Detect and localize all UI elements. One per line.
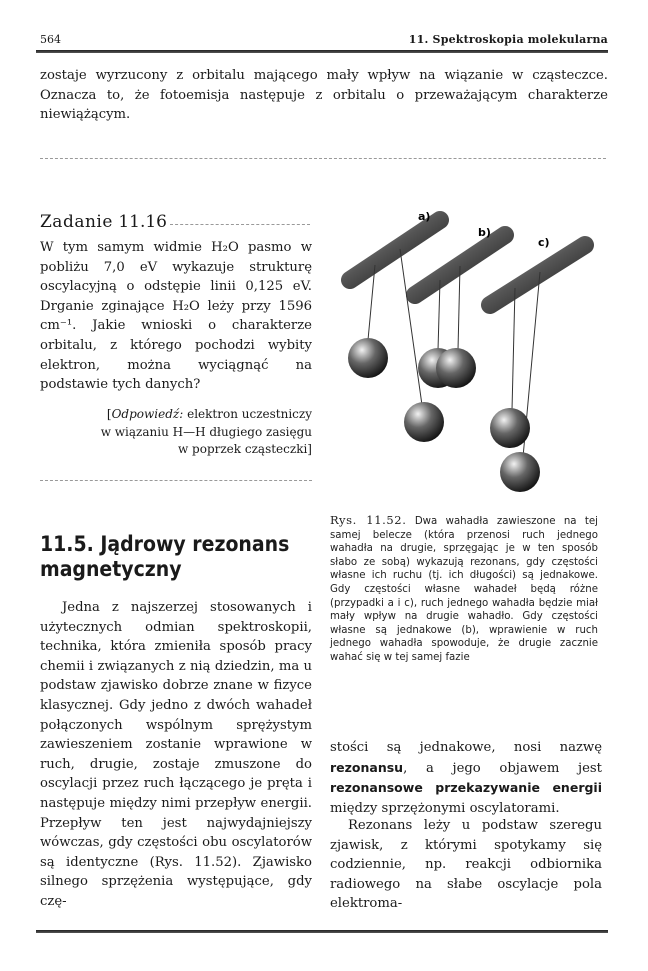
- exercise-title-rule: [170, 224, 310, 225]
- bob-b2: [436, 348, 476, 388]
- string-b1: [438, 280, 440, 350]
- section-right-text-2: Rezonans leży u podstaw szeregu zjawisk, z którymi spotykamy się codziennie, np. reakcji odbiornika radiowego na słabe oscylacje pola elektroma-: [330, 818, 602, 912]
- page-number: 564: [40, 33, 61, 46]
- exercise-number: 11.16: [118, 212, 167, 232]
- exercise-label: Zadanie: [40, 212, 113, 232]
- answer-line-2: w wiązaniu H—H długiego zasięgu: [100, 424, 312, 439]
- rod-a: [350, 220, 440, 280]
- section-title: [40, 532, 312, 582]
- section-left-text: Jedna z najszerzej stosowanych i użytecznych odmian spektroskopii, technika, która zmieniła sposób pracy chemii i związanych z nią dziedzin, ma u podstaw zjawisko dobrze znane w fizyce klasycznej. Gdy jedno z dwóch wahadeł połączonych wspólnym sprężystym zawieszeniem zostanie wprawione w ruch, drugie, zostaje zmuszone do oscylacji przez ruch łączącego je pręta i następuje między nimi przepływ energii. Przepływ ten jest najwydajniejszy wówczas, gdy częstości obu oscylatorów są identyczne (Rys. 11.52). Zjawisko silnego sprzężenia występujące, gdy czę-: [40, 600, 312, 909]
- bob-a1: [348, 338, 388, 378]
- right-text-start: stości są jednakowe, nosi nazwę: [330, 740, 602, 755]
- chapter-title: 11. Spektroskopia molekularna: [408, 33, 608, 46]
- section-number: 11.5.: [40, 532, 94, 556]
- caption-text: Dwa wahadła zawieszone na tej samej belecze (która przenosi ruch jednego wahadła na drugie, sprzęgając je w ten sposób słabo ze sobą) wykazują rezonans, gdy częstości własne ich ruchu (tj. ich długości) są jednakowe. Gdy częstości własne wahadeł będą różne (przypadki a i c), ruch jednego wahadła będzie miał mały wpływ na drugie wahadło. Gdy częstości własne są jednakowe (b), wprawienie w ruch jednego wahadła spowoduje, że drugie zacznie wahać się w tej samej fazie: [330, 516, 598, 663]
- header-rule: [36, 50, 608, 53]
- footer-rule: [36, 930, 608, 933]
- keyword-rezonans: rezonansu: [330, 759, 404, 775]
- string-b2: [458, 266, 460, 350]
- divider-exercise-bottom: [40, 480, 312, 481]
- exercise-answer: [40, 406, 312, 459]
- bob-a2: [404, 402, 444, 442]
- answer-line-1: [Odpowiedź: elektron uczestniczy: [106, 407, 312, 421]
- answer-line-1-text: elektron uczestniczy: [187, 407, 312, 421]
- right-text-end: między sprzężonymi oscylatorami.: [330, 800, 560, 816]
- figure-caption: [330, 514, 598, 665]
- label-a: a): [418, 210, 431, 223]
- exercise-title: [40, 212, 167, 232]
- keyword-energy-transfer: rezonansowe przekazywanie energii: [330, 780, 602, 796]
- pendulum-figure: [330, 200, 610, 500]
- exercise-text: W tym samym widmie H₂O pasmo w pobliżu 7,0 eV wykazuje strukturę oscylacyjną o odstępie linii 0,125 eV. Drganie zginające H₂O leży przy 1596 cm⁻¹. Jakie wnioski o charakterze orbitalu, z którego pochodzi wybity elektron, można wyciągnąć na podstawie tych danych?: [40, 240, 312, 393]
- section-right-text: [330, 738, 602, 818]
- bob-c2: [500, 452, 540, 492]
- answer-line-3: w poprzek cząsteczki]: [177, 442, 312, 456]
- intro-paragraph: zostaje wyrzucony z orbitalu mającego mały wpływ na wiązanie w cząsteczce. Oznacza to, że fotoemisja następuje z orbitalu o przeważającym charakterze niewiążącym.: [40, 68, 608, 123]
- caption-label: Rys. 11.52.: [330, 513, 407, 527]
- bob-c1: [490, 408, 530, 448]
- label-b: b): [478, 226, 491, 239]
- divider-top: [40, 158, 606, 159]
- section-title-line-1: [40, 532, 312, 557]
- section-title-line-2: magnetyczny: [40, 557, 182, 581]
- right-text-mid: , a jego objawem jest: [403, 760, 602, 776]
- label-c: c): [538, 236, 550, 249]
- string-a2: [400, 249, 422, 405]
- section-title-text-1: Jądrowy rezonans: [100, 532, 290, 556]
- answer-prefix: Odpowiedź:: [111, 407, 184, 421]
- string-c1: [512, 288, 515, 410]
